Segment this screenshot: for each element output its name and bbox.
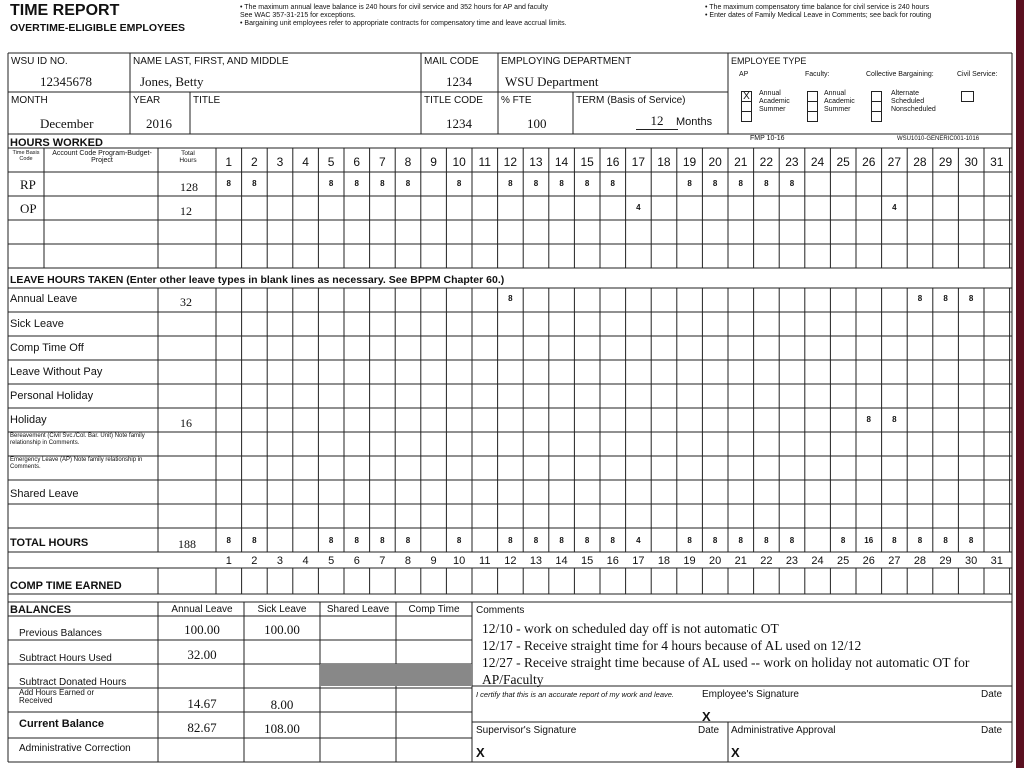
- total-day-10[interactable]: 8: [456, 536, 462, 545]
- total-hours-label: TOTAL HOURS: [10, 537, 89, 549]
- day-footer-4: 4: [302, 555, 309, 567]
- day-header-9: 9: [430, 155, 437, 169]
- total-day-2[interactable]: 8: [252, 536, 257, 545]
- comment-line-4: AP/Faculty: [482, 672, 544, 687]
- total-day-12[interactable]: 8: [508, 536, 513, 545]
- day-header-17: 17: [631, 155, 646, 169]
- day-header-11: 11: [478, 155, 491, 169]
- comments-text[interactable]: [482, 620, 969, 688]
- day-header-10: 10: [452, 155, 466, 169]
- leave-emergency-label: Emergency Leave (AP) Note family relationship in Comments.: [10, 457, 143, 470]
- leave-personal-holiday-label: Personal Holiday: [10, 390, 94, 402]
- title-code-value[interactable]: 1234: [446, 116, 472, 131]
- day-footer-9: 9: [430, 555, 437, 567]
- faculty-option-annual: Annual: [824, 90, 846, 97]
- collective-bargaining-label: Collective Bargaining:: [866, 71, 934, 78]
- day-footer-25: 25: [837, 555, 850, 567]
- day-header-20: 20: [708, 155, 722, 169]
- day-header-7: 7: [379, 155, 386, 169]
- bal-add-earned-label: Add Hours Earned or Received: [19, 688, 95, 705]
- day-header-22: 22: [759, 155, 774, 169]
- day-header-21: 21: [734, 155, 748, 169]
- account-code-header: Account Code Program-Budget-Project: [52, 150, 152, 164]
- cb-option-nonscheduled: Nonscheduled: [891, 106, 936, 113]
- comments-label: Comments: [476, 605, 525, 616]
- supervisor-signature-label: Supervisor's Signature: [476, 725, 577, 736]
- day-header-30: 30: [964, 155, 978, 169]
- supervisor-date-label: Date: [698, 725, 720, 736]
- total-day-26[interactable]: 16: [864, 536, 874, 545]
- hw-op-day-17[interactable]: 4: [636, 203, 641, 212]
- leave-annual-day-12[interactable]: 8: [508, 294, 513, 303]
- leave-annual-day-29[interactable]: 8: [943, 294, 948, 303]
- leave-holiday-total[interactable]: 16: [180, 416, 192, 430]
- faculty-option-summer: Summer: [824, 106, 851, 113]
- hw-rp-day-20[interactable]: 8: [712, 179, 718, 188]
- term-unit: Months: [676, 116, 713, 128]
- fte-value[interactable]: 100: [527, 116, 547, 131]
- day-header-18: 18: [657, 155, 671, 169]
- hw-rp-day-10[interactable]: 8: [456, 179, 462, 188]
- wsu-id-value[interactable]: 12345678: [40, 74, 92, 89]
- bal-previous-annual[interactable]: 100.00: [184, 622, 220, 637]
- employee-signature-label: Employee's Signature: [702, 689, 799, 700]
- form-subtitle: OVERTIME-ELIGIBLE EMPLOYEES: [10, 22, 186, 34]
- ap-option-annual: Annual: [759, 90, 781, 97]
- total-day-27[interactable]: 8: [892, 536, 897, 545]
- total-day-7[interactable]: 8: [380, 536, 385, 545]
- day-header-15: 15: [580, 155, 594, 169]
- hw-op-day-27[interactable]: 4: [892, 203, 897, 212]
- month-label: MONTH: [11, 95, 48, 106]
- day-header-25: 25: [836, 155, 850, 169]
- civil-service-checkbox[interactable]: [961, 91, 974, 102]
- day-footer-24: 24: [811, 555, 824, 567]
- day-header-19: 19: [682, 155, 697, 169]
- day-header-31: 31: [990, 155, 1004, 169]
- bal-col-sick: Sick Leave: [257, 604, 307, 615]
- civil-service-label: Civil Service:: [957, 71, 998, 78]
- faculty-summer-checkbox[interactable]: [807, 111, 818, 122]
- leave-holiday-label: Holiday: [10, 414, 47, 426]
- year-label: YEAR: [133, 95, 161, 106]
- day-footer-18: 18: [657, 555, 671, 567]
- leave-title: LEAVE HOURS TAKEN (Enter other leave types in blank lines as necessary. See BPPM Chapter 60.): [10, 274, 505, 286]
- day-header-16: 16: [606, 155, 620, 169]
- hw-rp-day-14[interactable]: 8: [559, 179, 564, 188]
- day-header-23: 23: [785, 155, 799, 169]
- bal-previous-label: Previous Balances: [19, 628, 102, 639]
- day-footer-21: 21: [734, 555, 747, 567]
- day-header-26: 26: [862, 155, 876, 169]
- day-header-3: 3: [276, 155, 284, 169]
- hw-rp-day-7[interactable]: 8: [380, 179, 385, 188]
- note-left-2: See WAC 357-31-215 for exceptions.: [240, 12, 356, 19]
- bal-subtract-used-annual[interactable]: 32.00: [187, 647, 217, 662]
- day-footer-27: 27: [888, 555, 901, 567]
- hw-rp-day-21[interactable]: 8: [738, 179, 743, 188]
- day-footer-16: 16: [606, 555, 619, 567]
- month-value[interactable]: December: [40, 116, 94, 131]
- bal-current-sick[interactable]: 108.00: [264, 721, 300, 736]
- note-right-1: • The maximum compensatory time balance for civil service is 240 hours: [705, 4, 930, 11]
- total-day-28[interactable]: 8: [917, 536, 923, 545]
- leave-bereavement-label: Bereavement (Civil Svc./Col. Bar. Unit) Note family relationship in Comments.: [10, 433, 145, 446]
- ap-option-summer: Summer: [759, 106, 786, 113]
- total-day-20[interactable]: 8: [712, 536, 718, 545]
- hw-rp-day-8[interactable]: 8: [405, 179, 411, 188]
- comment-line-3: 12/27 - Receive straight time because of AL used -- work on holiday not automatic OT for: [482, 655, 970, 670]
- ap-option-academic: Academic: [759, 98, 790, 105]
- term-value[interactable]: 12: [636, 113, 678, 130]
- hw-rp-day-15[interactable]: 8: [584, 179, 590, 188]
- day-header-24: 24: [810, 155, 825, 169]
- hw-row1-code[interactable]: RP: [20, 177, 36, 192]
- hw-rp-day-16[interactable]: 8: [610, 179, 615, 188]
- form-id-left: FMP 10-16: [750, 135, 785, 142]
- leave-annual-total[interactable]: 32: [180, 295, 192, 309]
- day-footer-17: 17: [632, 555, 645, 567]
- hw-rp-day-19[interactable]: 8: [687, 179, 692, 188]
- bal-shaded-area: [320, 664, 472, 686]
- total-day-17[interactable]: 4: [636, 536, 641, 545]
- day-footer-5: 5: [328, 555, 335, 567]
- employee-date-label: Date: [981, 689, 1003, 700]
- total-day-23[interactable]: 8: [789, 536, 795, 545]
- hw-rp-day-23[interactable]: 8: [789, 179, 795, 188]
- bal-subtract-used-label: Subtract Hours Used: [19, 653, 112, 664]
- total-day-22[interactable]: 8: [764, 536, 769, 545]
- day-footer-8: 8: [404, 555, 411, 567]
- admin-approval-label: Administrative Approval: [731, 725, 836, 736]
- bal-add-earned-annual[interactable]: 14.67: [187, 696, 217, 711]
- leave-annual-day-28[interactable]: 8: [917, 294, 923, 303]
- wsu-id-label: WSU ID NO.: [11, 56, 68, 67]
- form-title: TIME REPORT: [10, 2, 120, 19]
- leave-lwop-label: Leave Without Pay: [10, 366, 103, 378]
- leave-holiday-day-26[interactable]: 8: [866, 415, 871, 424]
- total-day-19[interactable]: 8: [687, 536, 692, 545]
- day-header-5: 5: [327, 155, 335, 169]
- name-value[interactable]: Jones, Betty: [140, 74, 204, 89]
- ap-label: AP: [739, 71, 749, 78]
- department-label: EMPLOYING DEPARTMENT: [501, 56, 632, 67]
- leave-comp-time-label: Comp Time Off: [10, 342, 84, 354]
- admin-signature-x[interactable]: X: [731, 745, 740, 760]
- day-footer-13: 13: [529, 555, 543, 567]
- mail-code-value[interactable]: 1234: [446, 74, 472, 89]
- ap-annual-checkbox[interactable]: X: [741, 91, 752, 102]
- ap-options: [759, 90, 790, 114]
- fte-label: % FTE: [501, 95, 532, 106]
- day-footer-14: 14: [555, 555, 568, 567]
- total-day-16[interactable]: 8: [610, 536, 615, 545]
- title-code-label: TITLE CODE: [424, 95, 483, 106]
- day-footer-20: 20: [709, 555, 722, 567]
- day-footer-15: 15: [581, 555, 594, 567]
- hw-row2-total[interactable]: 12: [180, 204, 192, 218]
- day-header-29: 29: [938, 155, 953, 169]
- certify-text: I certify that this is an accurate report of my work and leave.: [476, 690, 675, 699]
- day-footer-10: 10: [453, 555, 466, 567]
- department-value[interactable]: WSU Department: [505, 74, 599, 89]
- employee-signature-x[interactable]: X: [702, 709, 711, 724]
- supervisor-signature-x[interactable]: X: [476, 745, 485, 760]
- bal-admin-correction-label: Administrative Correction: [19, 743, 131, 754]
- comment-line-2: 12/17 - Receive straight time for 4 hours because of AL used on 12/12: [482, 638, 862, 653]
- hw-rp-day-13[interactable]: 8: [533, 179, 539, 188]
- hw-row2-code[interactable]: OP: [20, 201, 37, 216]
- total-day-6[interactable]: 8: [354, 536, 359, 545]
- bal-current-annual[interactable]: 82.67: [187, 720, 217, 735]
- title-label: TITLE: [193, 95, 221, 106]
- balances-title: BALANCES: [10, 604, 72, 616]
- total-day-15[interactable]: 8: [584, 536, 590, 545]
- total-day-5[interactable]: 8: [328, 536, 334, 545]
- note-left-3: • Bargaining unit employees refer to appropriate contracts for compensatory time and leave accrual limits.: [240, 20, 567, 27]
- day-header-13: 13: [529, 155, 543, 169]
- leave-annual-day-30[interactable]: 8: [968, 294, 974, 303]
- total-day-13[interactable]: 8: [533, 536, 539, 545]
- year-value[interactable]: 2016: [146, 116, 172, 131]
- bal-subtract-donated-label: Subtract Donated Hours: [19, 677, 127, 688]
- cb-option-alternate: Alternate: [891, 90, 920, 97]
- day-footer-1: 1: [225, 555, 232, 567]
- day-footer-3: 3: [276, 555, 283, 567]
- edge-bar: [1016, 0, 1024, 768]
- faculty-option-academic: Academic: [824, 98, 855, 105]
- day-header-8: 8: [404, 155, 412, 169]
- bal-col-shared: Shared Leave: [326, 604, 390, 615]
- bal-col-annual: Annual Leave: [171, 604, 233, 615]
- hw-rp-day-5[interactable]: 8: [328, 179, 334, 188]
- day-footer-6: 6: [353, 555, 360, 567]
- total-hours-value[interactable]: 188: [178, 537, 196, 551]
- day-footer-28: 28: [913, 555, 927, 567]
- name-label: NAME LAST, FIRST, AND MIDDLE: [133, 56, 289, 67]
- bal-col-comp: Comp Time: [408, 604, 460, 615]
- employee-type-label: EMPLOYEE TYPE: [731, 56, 807, 66]
- day-header-1: 1: [225, 155, 233, 169]
- hw-rp-day-22[interactable]: 8: [764, 179, 769, 188]
- hw-row1-total[interactable]: 128: [180, 180, 198, 194]
- comment-line-1: 12/10 - work on scheduled day off is not automatic OT: [482, 621, 779, 636]
- total-day-21[interactable]: 8: [738, 536, 743, 545]
- ap-summer-checkbox[interactable]: [741, 111, 752, 122]
- day-footer-31: 31: [990, 555, 1003, 567]
- bal-previous-sick[interactable]: 100.00: [264, 622, 300, 637]
- day-footer-29: 29: [939, 555, 952, 567]
- day-header-4: 4: [302, 155, 309, 169]
- cb-nonscheduled-checkbox[interactable]: [871, 111, 882, 122]
- leave-holiday-day-27[interactable]: 8: [892, 415, 897, 424]
- day-footer-2: 2: [251, 555, 258, 567]
- day-footer-12: 12: [504, 555, 517, 567]
- day-header-14: 14: [554, 155, 569, 169]
- day-footer-7: 7: [379, 555, 386, 567]
- leave-shared-label: Shared Leave: [10, 488, 79, 500]
- total-day-14[interactable]: 8: [559, 536, 564, 545]
- bal-current-label: Current Balance: [19, 718, 104, 730]
- day-header-2: 2: [251, 155, 258, 169]
- day-footer-26: 26: [862, 555, 875, 567]
- total-day-29[interactable]: 8: [943, 536, 948, 545]
- total-day-30[interactable]: 8: [968, 536, 974, 545]
- cb-options: [891, 90, 936, 114]
- hours-worked-title: HOURS WORKED: [10, 137, 103, 149]
- total-hours-header: Total Hours: [179, 150, 197, 164]
- hw-rp-day-12[interactable]: 8: [508, 179, 513, 188]
- note-right-2: • Enter dates of Family Medical Leave in Comments; see back for routing: [705, 12, 932, 19]
- faculty-label: Faculty:: [805, 71, 830, 78]
- hw-rp-day-6[interactable]: 8: [354, 179, 359, 188]
- mail-code-label: MAIL CODE: [424, 56, 479, 67]
- total-day-25[interactable]: 8: [840, 536, 846, 545]
- day-footer-11: 11: [479, 555, 491, 567]
- note-left-1: • The maximum annual leave balance is 240 hours for civil service and 352 hours for AP and faculty: [240, 4, 549, 11]
- form-id-right: WSU1010-GENERIC001-1016: [897, 136, 980, 142]
- leave-sick-label: Sick Leave: [10, 318, 64, 330]
- cb-option-scheduled: Scheduled: [891, 98, 925, 105]
- leave-annual-label: Annual Leave: [10, 293, 78, 305]
- hw-rp-day-1[interactable]: 8: [226, 179, 231, 188]
- total-day-1[interactable]: 8: [226, 536, 231, 545]
- admin-date-label: Date: [981, 725, 1003, 736]
- day-header-28: 28: [913, 155, 927, 169]
- bal-add-earned-sick[interactable]: 8.00: [270, 697, 294, 712]
- hw-rp-day-2[interactable]: 8: [252, 179, 257, 188]
- day-header-12: 12: [503, 155, 518, 169]
- day-footer-19: 19: [683, 555, 696, 567]
- day-footer-22: 22: [760, 555, 773, 567]
- day-header-6: 6: [353, 155, 361, 169]
- day-footer-23: 23: [785, 555, 799, 567]
- day-footer-30: 30: [965, 555, 978, 567]
- time-basis-header: Time Basis Code: [12, 150, 40, 162]
- term-label: TERM (Basis of Service): [576, 95, 686, 106]
- day-header-27: 27: [887, 155, 902, 169]
- total-day-8[interactable]: 8: [405, 536, 411, 545]
- comp-time-earned-label: COMP TIME EARNED: [10, 580, 122, 592]
- faculty-options: [824, 90, 855, 114]
